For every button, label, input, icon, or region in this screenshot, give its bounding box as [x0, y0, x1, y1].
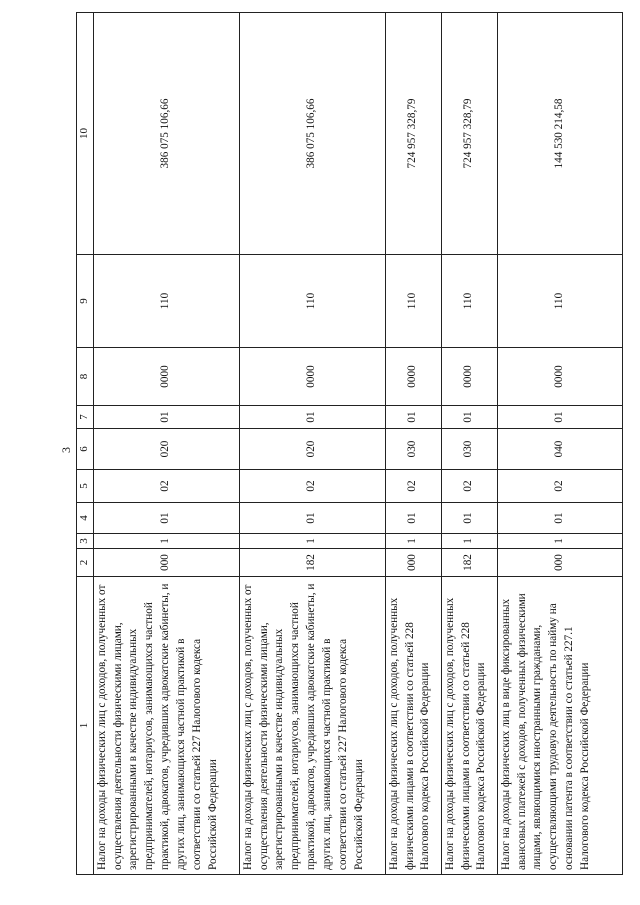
row-amount: 386 075 106,66: [239, 13, 385, 255]
row-cell: 182: [239, 549, 385, 577]
row-cell: 020: [239, 429, 385, 470]
row-cell: 01: [239, 406, 385, 429]
header-cell: 9: [77, 255, 94, 348]
row-description: Налог на доходы физических лиц с доходов, полученных физическими лицами в соответствии со статьей 228 Налогового кодекса Российской Федерации: [441, 577, 497, 875]
row-cell: 110: [93, 255, 239, 348]
row-cell: 030: [441, 429, 497, 470]
row-cell: 000: [497, 549, 622, 577]
row-cell: 110: [441, 255, 497, 348]
row-cell: 040: [497, 429, 622, 470]
row-cell: 030: [385, 429, 441, 470]
row-cell: 01: [239, 503, 385, 534]
row-description: Налог на доходы физических лиц с доходов, полученных от осуществления деятельности физическими лицами, зарегистрированными в качестве индивидуальных предпринимателей, нотариусов, занимающихся частной практикой, адвокатов, учредивших адвокатские кабинеты, и других лиц, занимающихся частной практикой в соответствии со статьей 227 Налогового кодекса Российской Федерации: [93, 577, 239, 875]
row-amount: 144 530 214,58: [497, 13, 622, 255]
row-cell: 000: [93, 549, 239, 577]
row-cell: 01: [385, 503, 441, 534]
row-cell: 01: [497, 503, 622, 534]
row-cell: 01: [385, 406, 441, 429]
row-cell: 02: [497, 470, 622, 503]
page-number: [58, 442, 74, 458]
header-cell: 1: [77, 577, 94, 875]
row-cell: 020: [93, 429, 239, 470]
table-row: [385, 13, 441, 875]
rotated-table-area: [76, 13, 640, 875]
row-cell: 1: [441, 534, 497, 549]
row-amount: 724 957 328,79: [385, 13, 441, 255]
row-description: Налог на доходы физических лиц с доходов, полученных физическими лицами в соответствии со статьей 228 Налогового кодекса Российской Федерации: [385, 577, 441, 875]
row-amount: 724 957 328,79: [441, 13, 497, 255]
budget-table: [76, 12, 623, 875]
row-amount: 386 075 106,66: [93, 13, 239, 255]
row-cell: 01: [93, 503, 239, 534]
row-cell: 110: [385, 255, 441, 348]
row-cell: 0000: [497, 348, 622, 406]
header-cell: 6: [77, 429, 94, 470]
page-number-text: 3: [59, 447, 73, 453]
row-cell: 182: [441, 549, 497, 577]
table-row: [497, 13, 622, 875]
row-cell: 1: [385, 534, 441, 549]
row-cell: 0000: [93, 348, 239, 406]
row-cell: 01: [497, 406, 622, 429]
table-header-row: [77, 13, 94, 875]
row-cell: 01: [441, 406, 497, 429]
row-cell: 02: [385, 470, 441, 503]
table-row: [239, 13, 385, 875]
table-row: [93, 13, 239, 875]
header-cell: 2: [77, 549, 94, 577]
row-cell: 110: [497, 255, 622, 348]
row-cell: 02: [239, 470, 385, 503]
header-cell: 3: [77, 534, 94, 549]
row-cell: 0000: [239, 348, 385, 406]
header-cell: 5: [77, 470, 94, 503]
row-description: Налог на доходы физических лиц с доходов, полученных от осуществления деятельности физическими лицами, зарегистрированными в качестве индивидуальных предпринимателей, нотариусов, занимающихся частной практикой, адвокатов, учредивших адвокатские кабинеты, и других лиц, занимающихся частной практикой в соответствии со статьей 227 Налогового кодекса Российской Федерации: [239, 577, 385, 875]
row-cell: 1: [93, 534, 239, 549]
row-cell: 1: [497, 534, 622, 549]
row-cell: 01: [93, 406, 239, 429]
row-cell: 01: [441, 503, 497, 534]
table-wrapper: [76, 13, 619, 875]
row-cell: 02: [93, 470, 239, 503]
header-cell: 7: [77, 406, 94, 429]
header-cell: 8: [77, 348, 94, 406]
table-row: [441, 13, 497, 875]
header-cell: 4: [77, 503, 94, 534]
row-cell: 110: [239, 255, 385, 348]
row-description: Налог на доходы физических лиц в виде фиксированных авансовых платежей с доходов, полученных физическими лицами, являющимися иностранными гражданами, осуществляющими трудовую деятельность по найму на основании патента в соответствии со статьей 227.1 Налогового кодекса Российской Федерации: [497, 577, 622, 875]
header-cell: 10: [77, 13, 94, 255]
row-cell: 0000: [385, 348, 441, 406]
row-cell: 0000: [441, 348, 497, 406]
row-cell: 000: [385, 549, 441, 577]
row-cell: 1: [239, 534, 385, 549]
row-cell: 02: [441, 470, 497, 503]
